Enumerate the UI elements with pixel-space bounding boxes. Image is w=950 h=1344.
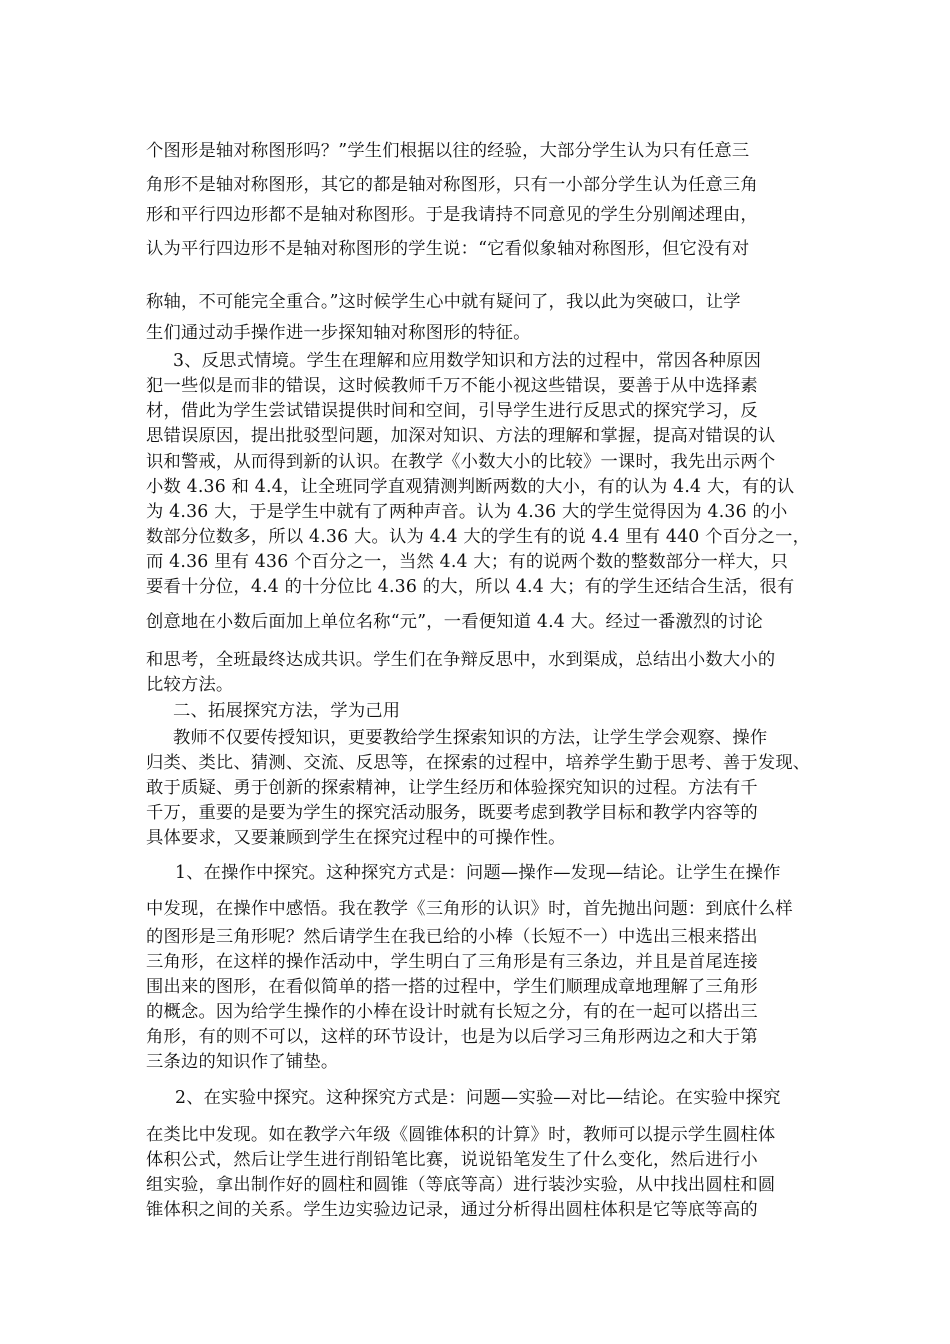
- text-line: 识和警戒，从而得到新的认识。在教学《小数大小的比较》一课时，我先出示两个: [146, 452, 776, 472]
- text-line: 犯一些似是而非的错误，这时候教师千万不能小视这些错误，要善于从中选择素: [146, 376, 758, 396]
- text-line: 材，借此为学生尝试错误提供时间和空间，引导学生进行反思式的探究学习，反: [146, 401, 758, 421]
- text-line: 三条边的知识作了铺垫。: [146, 1052, 339, 1072]
- text-line: 在类比中发现。如在教学六年级《圆锥体积的计算》时，教师可以提示学生圆柱体: [146, 1125, 776, 1145]
- text-line: 角形不是轴对称图形，其它的都是轴对称图形，只有一小部分学生认为任意三角: [146, 175, 758, 195]
- text-line: 锥体积之间的关系。学生边实验边记录，通过分析得出圆柱体积是它等底等高的: [146, 1200, 758, 1220]
- text-line: 而 4.36 里有 436 个百分之一，当然 4.4 大；有的说两个数的整数部分一样大，只: [146, 552, 789, 572]
- text-line: 思错误原因，提出批驳型问题，加深对知识、方法的理解和掌握，提高对错误的认: [146, 426, 776, 446]
- text-line: 要看十分位，4.4 的十分位比 4.36 的大，所以 4.4 大；有的学生还结合生活，很有: [146, 577, 795, 597]
- text-line: 个图形是轴对称图形吗？”学生们根据以往的经验，大部分学生认为只有任意三: [146, 141, 750, 161]
- text-line: 三角形，在这样的操作活动中，学生明白了三角形是有三条边，并且是首尾连接: [146, 952, 758, 972]
- text-line: 具体要求，又要兼顾到学生在探究过程中的可操作性。: [146, 828, 566, 848]
- text-line: 数部分位数多，所以 4.36 大。认为 4.4 大的学生有的说 4.4 里有 440 个百分之一，: [146, 527, 811, 547]
- text-line: 归类、类比、猜测、交流、反思等，在探索的过程中，培养学生勤于思考、善于发现、: [146, 753, 811, 773]
- text-line: 称轴，不可能完全重合。”这时候学生心中就有疑问了，我以此为突破口，让学: [146, 292, 741, 312]
- text-line: 小数 4.36 和 4.4，让全班同学直观猜测判断两数的大小，有的认为 4.4 大，有的认: [146, 477, 795, 497]
- section-heading: 二、拓展探究方法，学为己用: [173, 701, 401, 721]
- text-line: 的图形是三角形呢？然后请学生在我已给的小棒（长短不一）中选出三根来搭出: [146, 927, 758, 947]
- text-line: 体积公式，然后让学生进行削铅笔比赛，说说铅笔发生了什么变化，然后进行小: [146, 1150, 758, 1170]
- paragraph-start-line: 教师不仅要传授知识，更要教给学生探索知识的方法，让学生学会观察、操作: [173, 728, 768, 748]
- text-line: 敢于质疑、勇于创新的探索精神，让学生经历和体验探究知识的过程。方法有千: [146, 778, 758, 798]
- text-line: 围出来的图形，在看似简单的搭一搭的过程中，学生们顺理成章地理解了三角形: [146, 977, 758, 997]
- text-line: 组实验，拿出制作好的圆柱和圆锥（等底等高）进行装沙实验，从中找出圆柱和圆: [146, 1175, 776, 1195]
- text-line: 中发现，在操作中感悟。我在教学《三角形的认识》时，首先抛出问题：到底什么样: [146, 899, 793, 919]
- text-line: 形和平行四边形都不是轴对称图形。于是我请持不同意见的学生分别阐述理由，: [146, 205, 758, 225]
- text-line: 为 4.36 大，于是学生中就有了两种声音。认为 4.36 大的学生觉得因为 4.36 的小: [146, 502, 788, 522]
- text-line: 角形，有的则不可以，这样的环节设计，也是为以后学习三角形两边之和大于第: [146, 1027, 758, 1047]
- text-line: 生们通过动手操作进一步探知轴对称图形的特征。: [146, 323, 531, 343]
- text-line: 创意地在小数后面加上单位名称“元”，一看便知道 4.4 大。经过一番激烈的讨论: [146, 612, 763, 632]
- text-line: 认为平行四边形不是轴对称图形的学生说：“它看似象轴对称图形，但它没有对: [146, 239, 750, 259]
- text-line: 的概念。因为给学生操作的小棒在设计时就有长短之分，有的在一起可以搭出三: [146, 1002, 758, 1022]
- paragraph-start-line: 2、在实验中探究。这种探究方式是：问题—实验—对比—结论。在实验中探究: [175, 1088, 781, 1108]
- text-line: 比较方法。: [146, 675, 234, 695]
- paragraph-start-line: 3、反思式情境。学生在理解和应用数学知识和方法的过程中，常因各种原因: [173, 351, 762, 371]
- text-line: 千万，重要的是要为学生的探究活动服务，既要考虑到教学目标和教学内容等的: [146, 803, 758, 823]
- text-line: 和思考，全班最终达成共识。学生们在争辩反思中，水到渠成，总结出小数大小的: [146, 650, 776, 670]
- paragraph-start-line: 1、在操作中探究。这种探究方式是：问题—操作—发现—结论。让学生在操作: [175, 863, 781, 883]
